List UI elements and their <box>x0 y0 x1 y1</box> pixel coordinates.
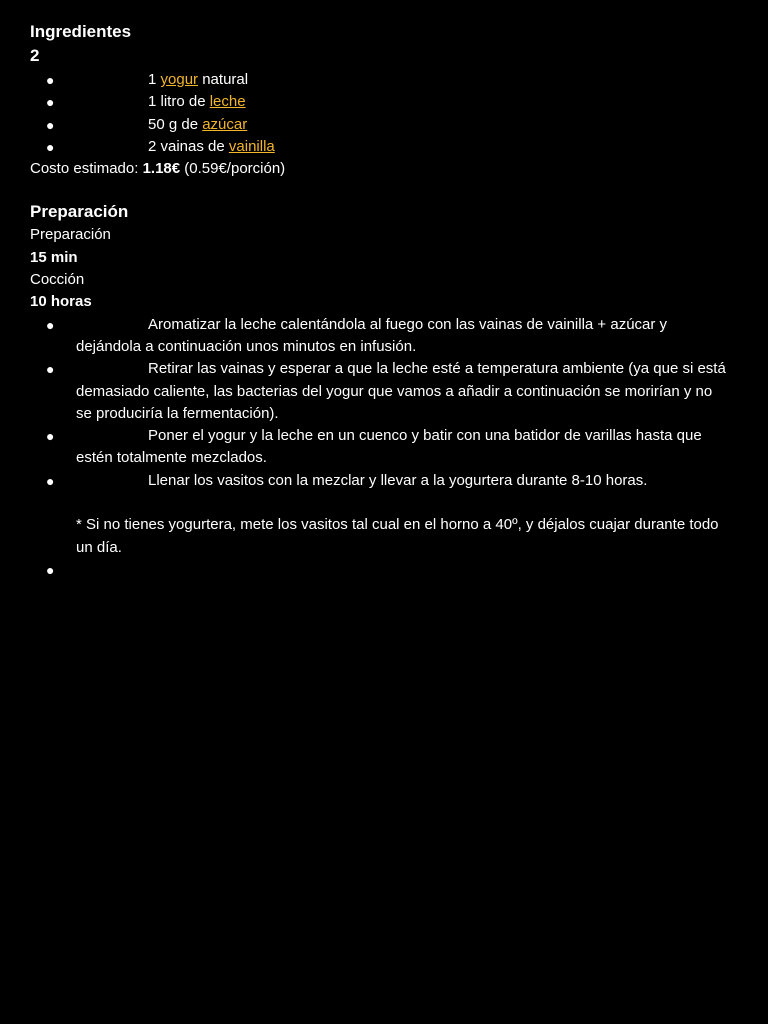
ingredient-link-azucar[interactable]: azúcar <box>202 115 248 133</box>
prep-time-value: 15 min <box>30 248 78 266</box>
step-item-empty <box>30 559 728 581</box>
ingredient-item <box>30 91 730 113</box>
step-text: Poner el yogur y la leche en un cuenco y batir con una batidor de varillas hasta que estén totalmente mezclados. <box>76 427 702 467</box>
cost-label: Costo estimado: <box>30 160 143 178</box>
ingredient-text: 2 vainas de <box>148 137 229 155</box>
step-text: Retirar las vainas y esperar a que la leche esté a temperatura ambiente (ya que si está demasiado caliente, las bacterias del yogur que vamos a añadir a continuación se morirían y no se produciría la fermentación). <box>76 360 726 422</box>
ingredient-item <box>30 69 730 91</box>
step-note: * Si no tienes yogurtera, mete los vasitos tal cual en el horno a 40º, y déjalos cuajar durante todo un día. <box>76 516 719 556</box>
bullet-icon: ● <box>46 316 55 333</box>
bullet-icon: ● <box>46 428 55 445</box>
bullet-icon: ● <box>46 72 55 88</box>
ingredient-text: 1 <box>148 71 161 88</box>
ingredient-link-leche[interactable]: leche <box>209 93 246 111</box>
estimated-cost <box>30 158 730 180</box>
step-item <box>30 425 728 470</box>
ingredients-title: Ingredientes <box>30 22 132 41</box>
step-item <box>30 470 728 559</box>
cost-value: 1.18€ <box>142 160 181 178</box>
ingredient-item <box>30 136 730 158</box>
prep-time-label: Preparación <box>30 226 111 244</box>
ingredient-link-vainilla[interactable]: vainilla <box>228 137 275 155</box>
step-item <box>30 358 728 425</box>
ingredient-text: natural <box>198 71 249 88</box>
step-item <box>30 314 728 359</box>
servings-count: 2 <box>30 46 40 65</box>
recipe-page <box>30 20 730 581</box>
bullet-icon: ● <box>46 116 55 133</box>
ingredient-list <box>30 69 730 158</box>
bullet-icon: ● <box>46 472 55 489</box>
cook-time-label: Cocción <box>30 271 85 289</box>
preparation-title: Preparación <box>30 202 129 222</box>
ingredient-item <box>30 114 730 136</box>
cook-time-value: 10 horas <box>30 293 92 311</box>
ingredient-text: 1 litro de <box>148 93 210 111</box>
cost-per-serving: (0.59€/porción) <box>180 160 286 178</box>
step-text: Llenar los vasitos con la mezclar y llevar a la yogurtera durante 8-10 horas. <box>148 471 648 489</box>
bullet-icon: ● <box>46 561 55 578</box>
ingredient-link-yogur[interactable]: yogur <box>160 71 199 88</box>
bullet-icon: ● <box>46 361 55 378</box>
bullet-icon: ● <box>46 94 55 111</box>
bullet-icon: ● <box>46 138 55 155</box>
steps-list <box>30 314 730 582</box>
ingredient-text: 50 g de <box>148 115 203 133</box>
step-text: Aromatizar la leche calentándola al fuego con las vainas de vainilla + azúcar y dejándola a continuación unos minutos en infusión. <box>76 315 668 355</box>
